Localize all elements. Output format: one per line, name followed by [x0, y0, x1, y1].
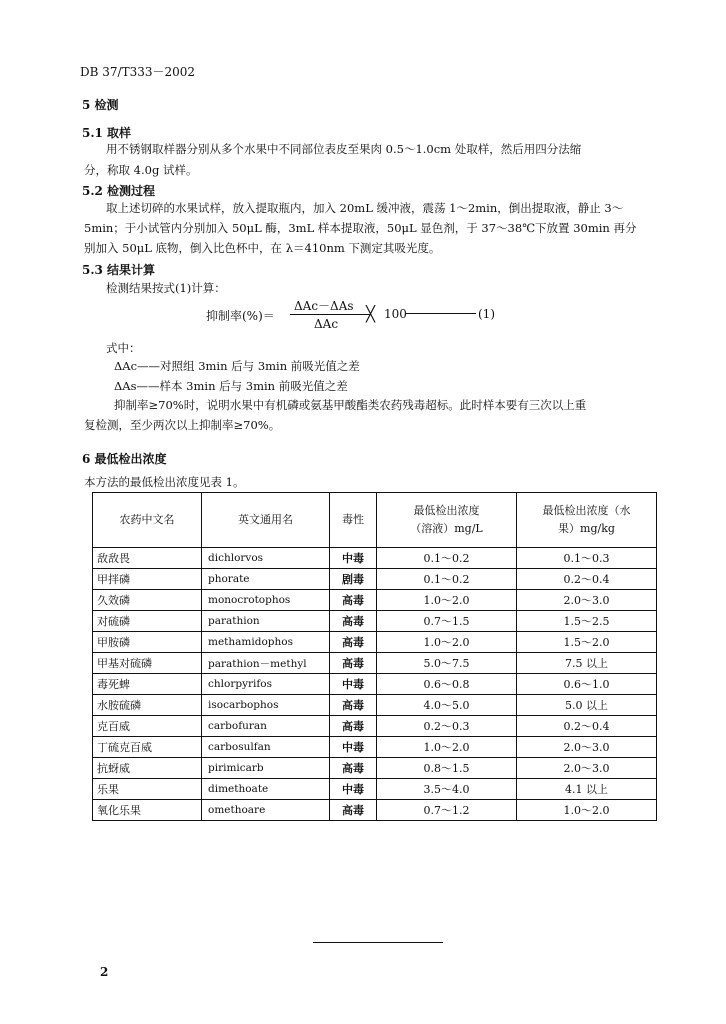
- section-5-2-line-2: 5min；于小试管内分别加入 50μL 酶，3mL 样本提取液，50μL 显色剂，于 37～38℃下放置 30min 再分: [84, 221, 637, 235]
- header-solution-limit: [377, 493, 517, 548]
- pesticide-en-name: parathion: [202, 611, 330, 632]
- pesticide-en-name: carbofuran: [202, 716, 330, 737]
- section-6-title: 6 最低检出浓度: [82, 452, 167, 466]
- toxicity-level: 中毒: [330, 737, 377, 758]
- section-5-3-intro: 检测结果按式(1)计算：: [106, 281, 226, 295]
- toxicity-level: 高毒: [330, 716, 377, 737]
- pesticide-cn-name: 氧化乐果: [93, 800, 202, 821]
- fruit-limit: 4.1 以上: [517, 779, 657, 800]
- solution-limit: 0.8～1.5: [377, 758, 517, 779]
- solution-limit: 1.0～2.0: [377, 590, 517, 611]
- fruit-limit: 1.0～2.0: [517, 800, 657, 821]
- header-chinese-name: 农药中文名: [93, 493, 202, 548]
- table-row: [93, 800, 657, 821]
- pesticide-cn-name: 甲胺磷: [93, 632, 202, 653]
- header-fruit-limit-line-2: 果）mg/kg: [558, 522, 615, 535]
- toxicity-level: 高毒: [330, 800, 377, 821]
- header-english-name: 英文通用名: [202, 493, 330, 548]
- page-number: 2: [100, 965, 109, 979]
- fruit-limit: 0.2～0.4: [517, 716, 657, 737]
- header-solution-limit-line-1: 最低检出浓度: [413, 504, 480, 517]
- toxicity-level: 高毒: [330, 695, 377, 716]
- pesticide-en-name: carbosulfan: [202, 737, 330, 758]
- pesticide-cn-name: 对硫磷: [93, 611, 202, 632]
- solution-limit: 0.1～0.2: [377, 548, 517, 569]
- toxicity-level: 中毒: [330, 779, 377, 800]
- toxicity-level: 中毒: [330, 548, 377, 569]
- section-5-2-title: 5.2 检测过程: [82, 184, 156, 198]
- table-row: [93, 653, 657, 674]
- pesticide-en-name: phorate: [202, 569, 330, 590]
- definition-delta-ac: ΔAc——对照组 3min 后与 3min 前吸光值之差: [114, 359, 360, 373]
- multiply-sign: ╳: [366, 305, 376, 323]
- pesticide-cn-name: 敌敌畏: [93, 548, 202, 569]
- fruit-limit: 7.5 以上: [517, 653, 657, 674]
- section-5-2-line-3: 别加入 50μL 底物，倒入比色杯中，在 λ＝410nm 下测定其吸光度。: [84, 241, 441, 255]
- leader-line: [406, 313, 476, 314]
- section-5-1-line-1: 用不锈钢取样器分别从多个水果中不同部位表皮至果肉 0.5～1.0cm 处取样，然后用四分法缩: [106, 142, 582, 156]
- fruit-limit: 1.5～2.5: [517, 611, 657, 632]
- solution-limit: 1.0～2.0: [377, 737, 517, 758]
- formula-label: 抑制率(%)＝: [206, 309, 275, 323]
- formula-where: 式中：: [106, 341, 141, 355]
- table-row: [93, 716, 657, 737]
- table-row: [93, 737, 657, 758]
- table-row: [93, 779, 657, 800]
- header-fruit-limit: [517, 493, 657, 548]
- pesticide-en-name: dimethoate: [202, 779, 330, 800]
- solution-limit: 0.1～0.2: [377, 569, 517, 590]
- pesticide-cn-name: 丁硫克百威: [93, 737, 202, 758]
- pesticide-cn-name: 久效磷: [93, 590, 202, 611]
- fruit-limit: 2.0～3.0: [517, 737, 657, 758]
- solution-limit: 0.2～0.3: [377, 716, 517, 737]
- fruit-limit: 2.0～3.0: [517, 758, 657, 779]
- footer-rule: [313, 942, 443, 943]
- pesticide-en-name: isocarbophos: [202, 695, 330, 716]
- section-5-1-title: 5.1 取样: [82, 126, 132, 140]
- section-6-intro: 本方法的最低检出浓度见表 1。: [84, 475, 245, 489]
- header-fruit-limit-line-1: 最低检出浓度（水: [542, 504, 631, 517]
- detection-limit-table: [92, 492, 657, 821]
- pesticide-en-name: dichlorvos: [202, 548, 330, 569]
- toxicity-level: 剧毒: [330, 569, 377, 590]
- pesticide-en-name: monocrotophos: [202, 590, 330, 611]
- formula-denominator: ΔAc: [314, 317, 339, 331]
- pesticide-cn-name: 毒死蜱: [93, 674, 202, 695]
- toxicity-level: 高毒: [330, 611, 377, 632]
- fruit-limit: 0.2～0.4: [517, 569, 657, 590]
- pesticide-cn-name: 乐果: [93, 779, 202, 800]
- pesticide-cn-name: 甲基对硫磷: [93, 653, 202, 674]
- fruit-limit: 0.6～1.0: [517, 674, 657, 695]
- toxicity-level: 中毒: [330, 674, 377, 695]
- solution-limit: 4.0～5.0: [377, 695, 517, 716]
- table-row: [93, 695, 657, 716]
- table-row: [93, 569, 657, 590]
- pesticide-en-name: parathion－methyl: [202, 653, 330, 674]
- pesticide-cn-name: 克百威: [93, 716, 202, 737]
- formula-factor: 100: [384, 307, 407, 321]
- solution-limit: 0.7～1.2: [377, 800, 517, 821]
- fruit-limit: 0.1～0.3: [517, 548, 657, 569]
- solution-limit: 3.5～4.0: [377, 779, 517, 800]
- pesticide-cn-name: 水胺硫磷: [93, 695, 202, 716]
- fruit-limit: 5.0 以上: [517, 695, 657, 716]
- solution-limit: 0.6～0.8: [377, 674, 517, 695]
- section-5-2-line-1: 取上述切碎的水果试样，放入提取瓶内，加入 20mL 缓冲液，震荡 1～2min，倒出提取液，静止 3～: [106, 201, 624, 215]
- header-toxicity: 毒性: [330, 493, 377, 548]
- pesticide-cn-name: 甲拌磷: [93, 569, 202, 590]
- fruit-limit: 2.0～3.0: [517, 590, 657, 611]
- pesticide-en-name: methamidophos: [202, 632, 330, 653]
- pesticide-en-name: chlorpyrifos: [202, 674, 330, 695]
- section-5-3-title: 5.3 结果计算: [82, 263, 156, 277]
- pesticide-en-name: omethoare: [202, 800, 330, 821]
- solution-limit: 1.0～2.0: [377, 632, 517, 653]
- table-row: [93, 548, 657, 569]
- toxicity-level: 高毒: [330, 758, 377, 779]
- solution-limit: 5.0～7.5: [377, 653, 517, 674]
- table-row: [93, 758, 657, 779]
- fruit-limit: 1.5～2.0: [517, 632, 657, 653]
- table-header-row: [93, 493, 657, 548]
- definition-delta-as: ΔAs——样本 3min 后与 3min 前吸光值之差: [114, 379, 348, 393]
- table-row: [93, 611, 657, 632]
- table-row: [93, 632, 657, 653]
- solution-limit: 0.7～1.5: [377, 611, 517, 632]
- header-solution-limit-line-2: （溶液）mg/L: [410, 522, 483, 535]
- toxicity-level: 高毒: [330, 632, 377, 653]
- note-line-2: 复检测，至少两次以上抑制率≥70%。: [84, 418, 281, 432]
- equation-number: (1): [478, 307, 495, 321]
- section-5-title: 5 检测: [82, 98, 119, 112]
- pesticide-en-name: pirimicarb: [202, 758, 330, 779]
- document-id: DB 37/T333－2002: [80, 65, 196, 79]
- note-line-1: 抑制率≥70%时，说明水果中有机磷或氨基甲酸酯类农药残毒超标。此时样本要有三次以上重: [114, 398, 587, 412]
- formula-numerator: ΔAc－ΔAs: [294, 299, 354, 313]
- table-row: [93, 590, 657, 611]
- table-row: [93, 674, 657, 695]
- pesticide-cn-name: 抗蚜威: [93, 758, 202, 779]
- fraction-bar: [290, 314, 370, 315]
- toxicity-level: 高毒: [330, 653, 377, 674]
- toxicity-level: 高毒: [330, 590, 377, 611]
- section-5-1-line-2: 分，称取 4.0g 试样。: [84, 163, 198, 177]
